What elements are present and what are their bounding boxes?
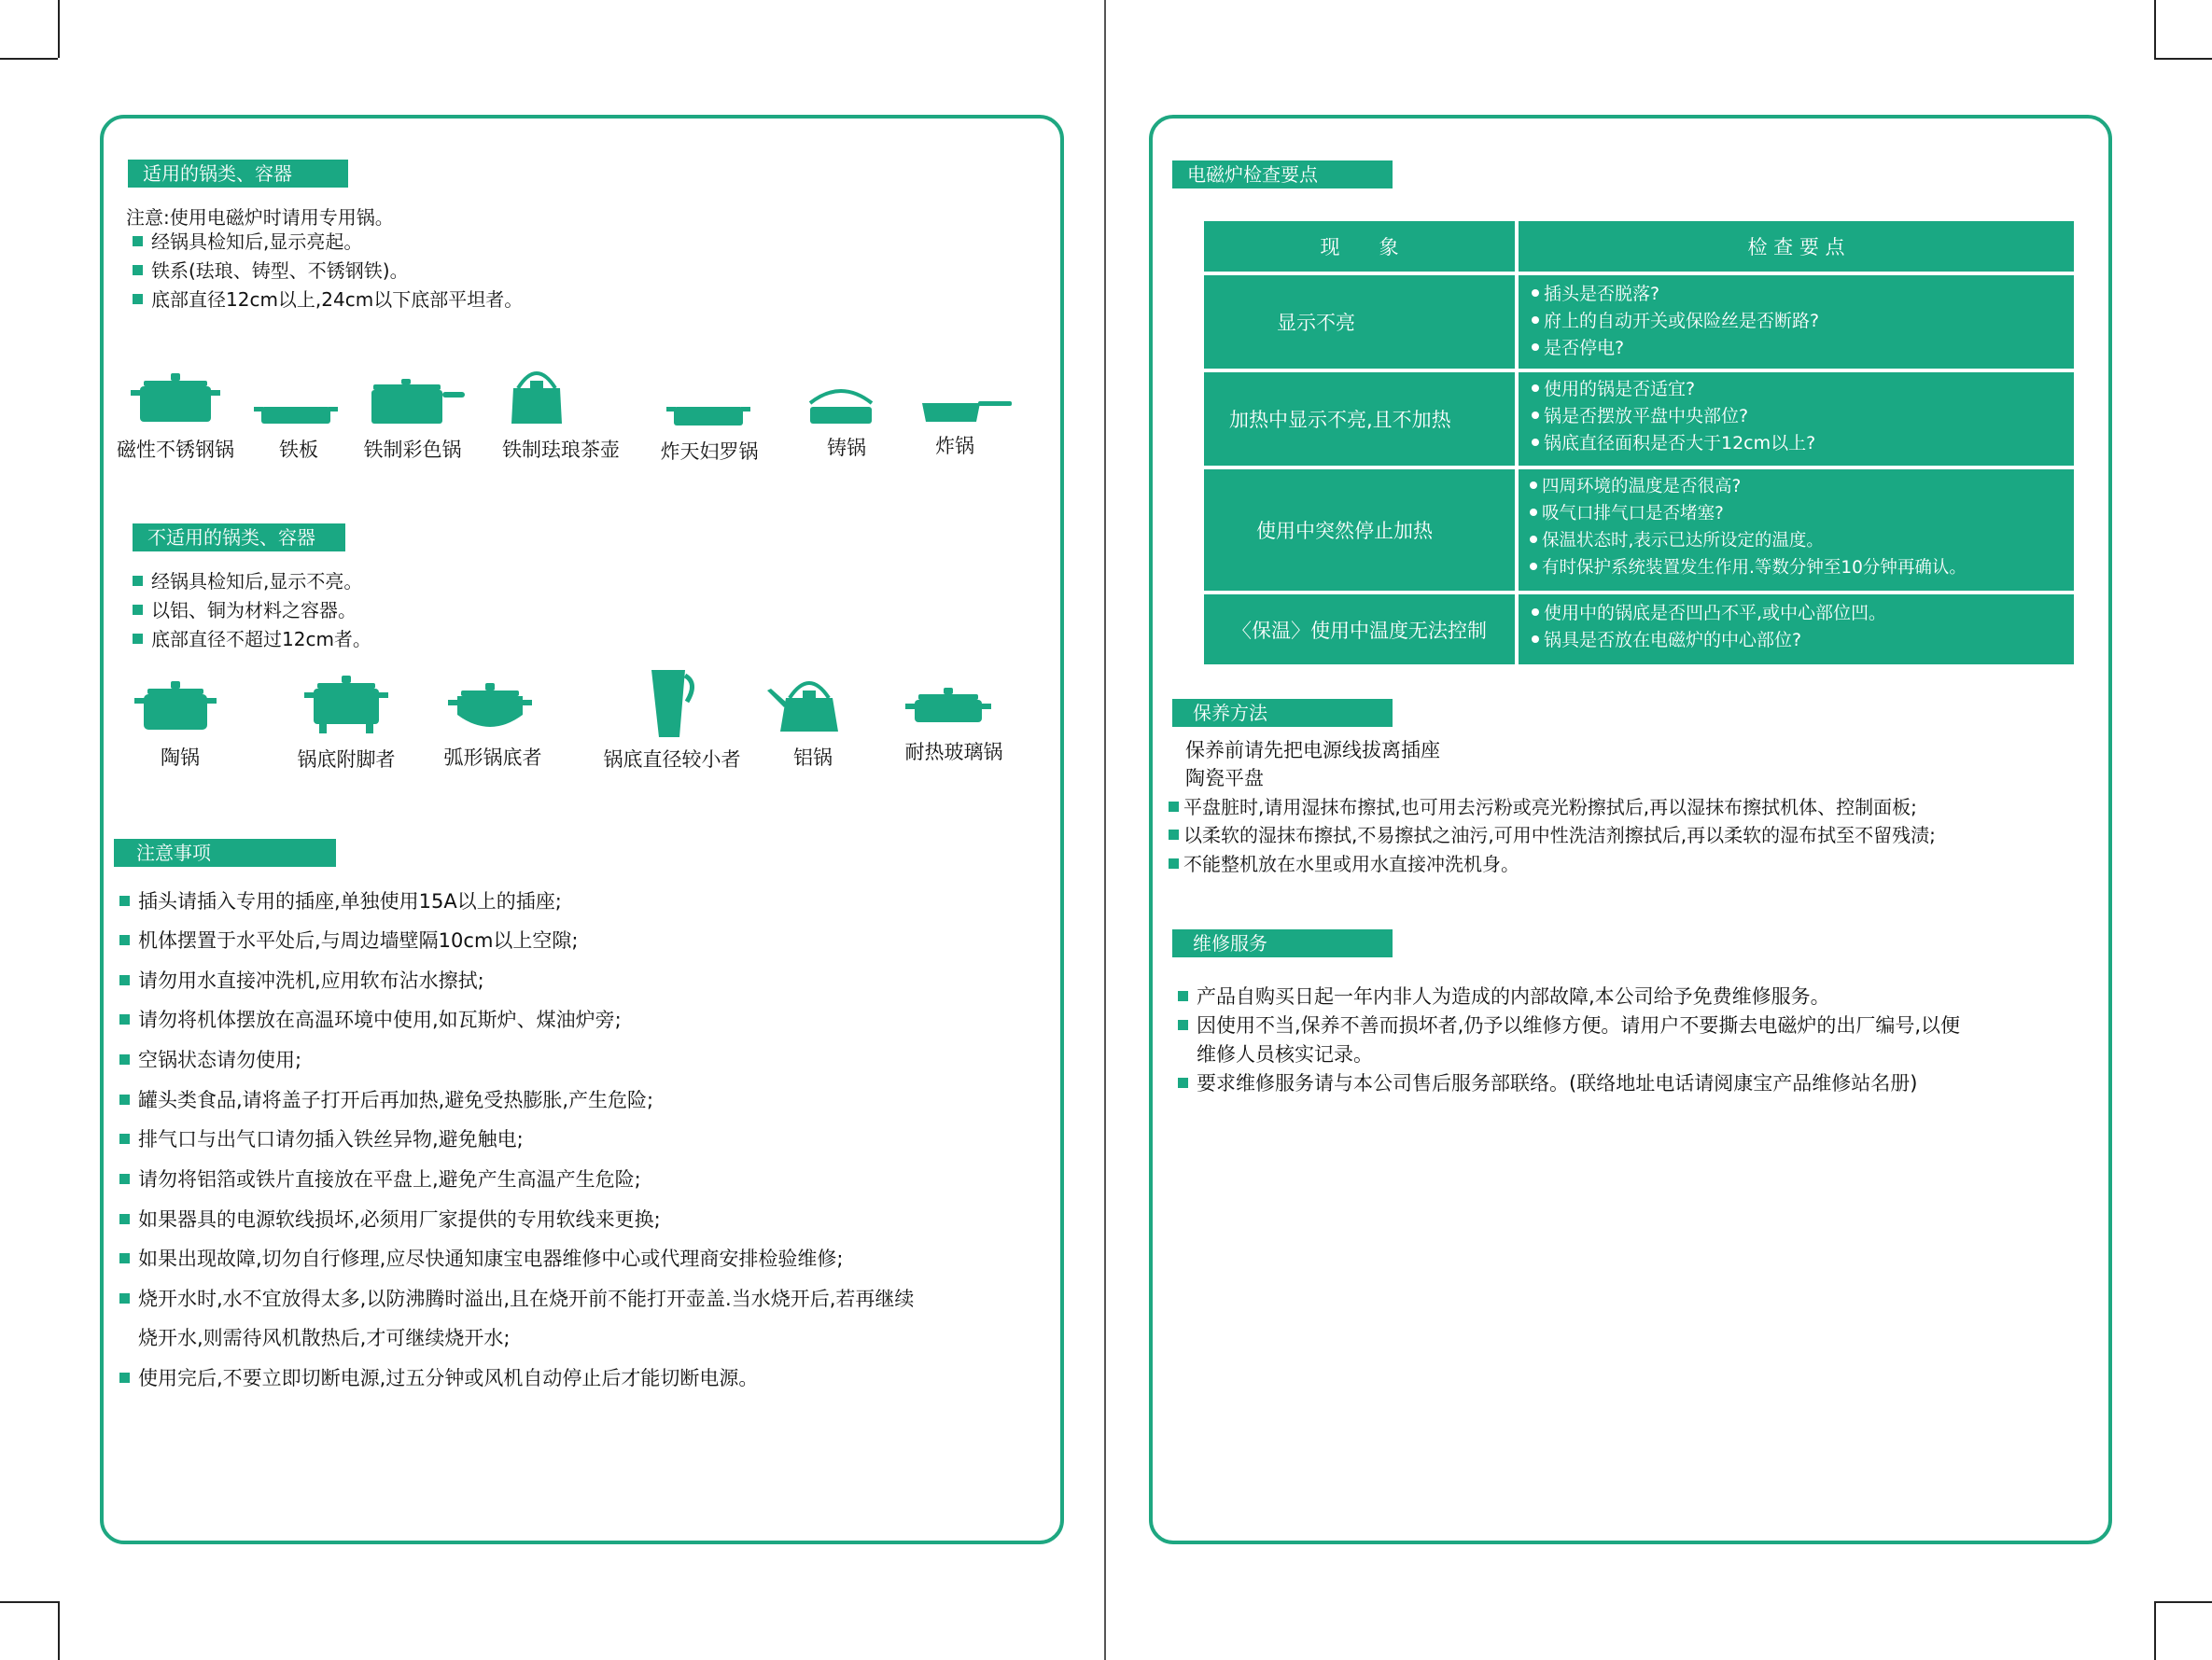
- pot-label: 炸天妇罗锅: [660, 440, 759, 463]
- glass-pot-icon: [905, 687, 991, 724]
- table-cell-points: 使用中的锅底是否凹凸不平,或中心部位凹。 锅具是否放在电磁炉的中心部位?: [1519, 594, 2074, 664]
- crop-mark: [2154, 58, 2212, 60]
- table-header-phenomenon: 现 象: [1204, 221, 1515, 272]
- pot-label: 铝锅: [793, 746, 833, 769]
- pot-label: 磁性不锈钢锅: [117, 439, 234, 461]
- note-item: 插头请插入专用的插座,单独使用15A以上的插座;: [119, 887, 562, 915]
- unsuitable-item: 底部直径不超过12cm者。: [133, 626, 371, 652]
- check-table: [1204, 221, 2074, 664]
- frying-pan-icon: [920, 396, 1014, 424]
- small-base-pot-icon: [644, 664, 700, 739]
- crop-mark: [2154, 1601, 2156, 1660]
- note-item: 请勿将机体摆放在高温环境中使用,如瓦斯炉、煤油炉旁;: [119, 1006, 622, 1034]
- kettle-icon: [504, 360, 569, 425]
- unsuitable-item: 经锅具检知后,显示不亮。: [133, 568, 362, 594]
- aluminum-kettle-icon: [765, 666, 851, 733]
- crop-mark: [0, 1601, 58, 1603]
- care-item: 平盘脏时,请用湿抹布擦拭,也可用去污粉或亮光粉擦拭后,再以湿抹布擦拭机体、控制面板;: [1169, 794, 1917, 820]
- table-cell-points: 四周环境的温度是否很高? 吸气口排气口是否堵塞? 保温状态时,表示已达所设定的温度。 有时保护系统装置发生作用.等数分钟至10分钟再确认。: [1519, 469, 2074, 591]
- table-cell-phenomenon: 加热中显示不亮,且不加热: [1204, 372, 1515, 466]
- tempura-pot-icon: [666, 401, 750, 427]
- crop-mark: [0, 58, 58, 60]
- table-cell-phenomenon: 使用中突然停止加热: [1204, 469, 1515, 591]
- notes-header: 注意事项: [114, 839, 336, 867]
- round-bottom-pot-icon: [448, 681, 532, 733]
- care-item: 不能整机放在水里或用水直接冲洗机身。: [1169, 851, 1519, 877]
- service-item: 因使用不当,保养不善而损坏者,仍予以维修方便。请用户不要撕去电磁炉的出厂编号,以便: [1178, 1012, 1960, 1039]
- note-item: 如果器具的电源软线损坏,必须用厂家提供的专用软线来更换;: [119, 1206, 661, 1234]
- note-item: 罐头类食品,请将盖子打开后再加热,避免受热膨胀,产生危险;: [119, 1086, 653, 1114]
- pot-label: 铁制珐琅茶壶: [502, 439, 620, 461]
- crop-mark: [2154, 0, 2156, 58]
- pot-label: 炸锅: [935, 435, 974, 457]
- note-item: 请勿将铝箔或铁片直接放在平盘上,避免产生高温产生危险;: [119, 1165, 641, 1193]
- pot-label: 弧形锅底者: [443, 746, 542, 769]
- note-item-continued: 烧开水,则需待风机散热后,才可继续烧开水;: [138, 1327, 511, 1349]
- note-item: 如果出现故障,切勿自行修理,应尽快通知康宝电器维修中心或代理商安排检验维修;: [119, 1245, 843, 1273]
- pot-label: 铁制彩色锅: [363, 439, 462, 461]
- care-intro: 保养前请先把电源线拔离插座: [1185, 739, 1440, 761]
- unsuitable-item: 以铝、铜为材料之容器。: [133, 597, 357, 623]
- unsuitable-header: 不适用的锅类、容器: [133, 523, 345, 551]
- care-item: 以柔软的湿抹布擦拭,不易擦拭之油污,可用中性洗洁剂擦拭后,再以柔软的湿布拭至不留残渍;: [1169, 822, 1936, 848]
- clay-pot-icon: [134, 679, 217, 732]
- table-cell-points: 使用的锅是否适宜? 锅是否摆放平盘中央部位? 锅底直径面积是否大于12cm以上?: [1519, 372, 2074, 466]
- note-item: 请勿用水直接冲洗机,应用软布沾水擦拭;: [119, 967, 484, 995]
- pot-label: 铸锅: [827, 437, 866, 459]
- suitable-note: 注意:使用电磁炉时请用专用锅。: [126, 206, 394, 229]
- service-item: 产品自购买日起一年内非人为造成的内部故障,本公司给予免费维修服务。: [1178, 983, 1830, 1010]
- note-item: 空锅状态请勿使用;: [119, 1046, 301, 1074]
- pot-label: 锅底附脚者: [297, 748, 396, 771]
- note-item: 排气口与出气口请勿插入铁丝异物,避免触电;: [119, 1125, 524, 1153]
- suitable-item: 底部直径12cm以上,24cm以下底部平坦者。: [133, 286, 523, 313]
- saucepan-icon: [370, 377, 467, 425]
- suitable-header: 适用的锅类、容器: [128, 160, 348, 188]
- pot-icon: [131, 371, 220, 424]
- footed-pot-icon: [304, 674, 388, 733]
- suitable-item: 经锅具检知后,显示亮起。: [133, 229, 362, 255]
- care-header: 保养方法: [1172, 699, 1393, 727]
- griddle-icon: [254, 401, 338, 425]
- suitable-item: 铁系(珐琅、铸型、不锈钢铁)。: [133, 258, 409, 284]
- service-header: 维修服务: [1172, 929, 1393, 957]
- table-cell-points: 插头是否脱落? 府上的自动开关或保险丝是否断路? 是否停电?: [1519, 275, 2074, 369]
- service-item-continued: 维修人员核实记录。: [1197, 1043, 1373, 1066]
- pot-label: 铁板: [279, 439, 318, 461]
- fold-line: [1104, 0, 1106, 1660]
- care-intro: 陶瓷平盘: [1185, 767, 1264, 789]
- pot-label: 耐热玻璃锅: [904, 741, 1003, 763]
- crop-mark: [58, 1601, 60, 1660]
- note-item: 烧开水时,水不宜放得太多,以防沸腾时溢出,且在烧开前不能打开壶盖.当水烧开后,若再继续: [119, 1285, 914, 1313]
- table-cell-phenomenon: 〈保温〉使用中温度无法控制: [1204, 594, 1515, 664]
- check-header: 电磁炉检查要点: [1172, 160, 1393, 188]
- pot-label: 锅底直径较小者: [603, 748, 741, 771]
- service-item: 要求维修服务请与本公司售后服务部联络。(联络地址电话请阅康宝产品维修站名册): [1178, 1070, 1917, 1096]
- crop-mark: [2154, 1601, 2212, 1603]
- table-cell-phenomenon: 显示不亮: [1204, 275, 1515, 369]
- note-item: 机体摆置于水平处后,与周边墙壁隔10cm以上空隙;: [119, 927, 578, 955]
- pot-label: 陶锅: [161, 746, 200, 769]
- crop-mark: [58, 0, 60, 58]
- cast-pot-icon: [808, 384, 874, 425]
- table-header-check-points: 检 查 要 点: [1519, 221, 2074, 272]
- note-item: 使用完后,不要立即切断电源,过五分钟或风机自动停止后才能切断电源。: [119, 1364, 758, 1392]
